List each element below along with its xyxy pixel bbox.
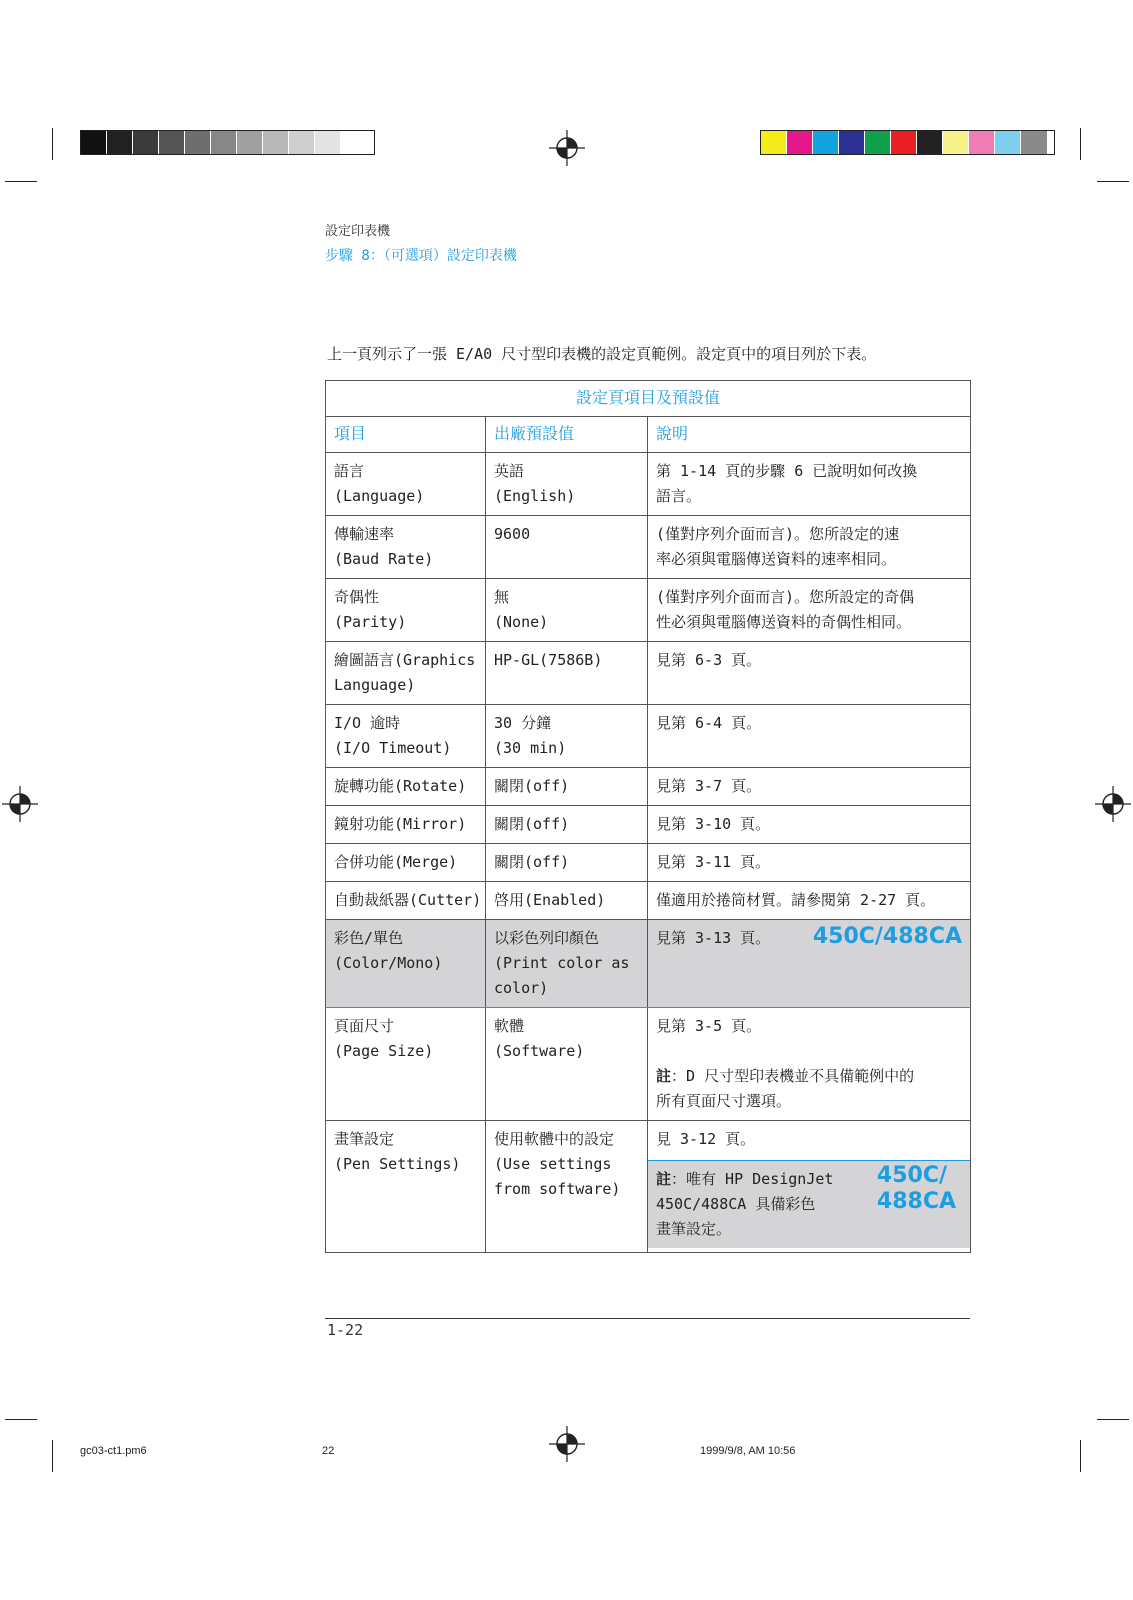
item-cell — [326, 882, 486, 920]
color-swatch — [891, 131, 917, 154]
model-tag: 450C/488CA — [812, 924, 963, 949]
item-cell — [326, 705, 486, 768]
description-cell — [648, 642, 971, 705]
color-swatch — [185, 131, 211, 154]
color-swatch — [813, 131, 839, 154]
model-tag-line: 488CA — [876, 1189, 957, 1214]
default-line: 關閉(off) — [494, 815, 570, 833]
item-line: Language) — [334, 676, 416, 694]
description-cell — [648, 453, 971, 516]
note-label: 註 — [656, 1170, 672, 1188]
default-line: 軟體 — [494, 1017, 525, 1035]
desc-line: 見第 3-7 頁。 — [656, 777, 762, 795]
item-line: 畫筆設定 — [334, 1130, 395, 1148]
description-cell — [648, 705, 971, 768]
spacer — [656, 1039, 964, 1064]
description-cell — [648, 1121, 971, 1253]
item-line: 語言 — [334, 462, 365, 480]
column-header-item: 項目 — [326, 417, 486, 453]
description-cell — [648, 1008, 971, 1121]
desc-line: 語言。 — [656, 487, 702, 505]
table-row — [326, 844, 971, 882]
desc-line: 見第 6-3 頁。 — [656, 651, 762, 669]
registration-target-right-icon — [1095, 786, 1131, 822]
color-swatch — [917, 131, 943, 154]
crop-mark-top-right-vertical — [1080, 128, 1081, 160]
item-cell — [326, 642, 486, 705]
desc-line: 性必須與電腦傳送資料的奇偶性相同。 — [656, 613, 912, 631]
description-cell — [648, 516, 971, 579]
default-cell — [486, 1121, 648, 1253]
note-label: 註 — [656, 1067, 672, 1085]
item-line: (Baud Rate) — [334, 550, 434, 568]
page-number: 1-22 — [327, 1321, 364, 1339]
item-cell — [326, 516, 486, 579]
description-line: 見 3-12 頁。 — [656, 1130, 756, 1148]
color-swatch — [263, 131, 289, 154]
item-line: 頁面尺寸 — [334, 1017, 395, 1035]
item-cell — [326, 1008, 486, 1121]
item-cell — [326, 920, 486, 1008]
note-box — [648, 1160, 970, 1248]
item-cell — [326, 768, 486, 806]
desc-line: 見第 3-11 頁。 — [656, 853, 771, 871]
color-swatch — [81, 131, 107, 154]
column-header-description: 說明 — [648, 417, 971, 453]
item-cell — [326, 1121, 486, 1253]
grayscale-control-strip — [80, 130, 375, 155]
description-cell — [648, 882, 971, 920]
color-swatch — [341, 131, 367, 154]
item-line: (Parity) — [334, 613, 407, 631]
item-cell — [326, 579, 486, 642]
table-row-color-mode — [326, 920, 971, 1008]
crop-mark-bottom-right-vertical — [1080, 1440, 1081, 1472]
color-swatch — [211, 131, 237, 154]
description-line: 見第 3-5 頁。 — [656, 1017, 762, 1035]
color-swatch — [761, 131, 787, 154]
table-row — [326, 806, 971, 844]
item-line: 繪圖語言(Graphics — [334, 651, 476, 669]
default-line: (Use settings — [494, 1155, 612, 1173]
desc-line: 率必須與電腦傳送資料的速率相同。 — [656, 550, 897, 568]
note-text: ：唯有 HP DesignJet — [671, 1170, 834, 1188]
model-tag-line: 450C/ — [876, 1163, 948, 1188]
item-line: (Page Size) — [334, 1042, 434, 1060]
description-cell — [648, 579, 971, 642]
color-swatch — [865, 131, 891, 154]
item-line: (Color/Mono) — [334, 954, 443, 972]
crop-mark-bottom-right-horizontal — [1097, 1419, 1129, 1420]
item-cell — [326, 844, 486, 882]
default-line: (None) — [494, 613, 549, 631]
item-cell — [326, 453, 486, 516]
default-line: 以彩色列印顏色 — [494, 929, 600, 947]
desc-line: 見第 6-4 頁。 — [656, 714, 762, 732]
color-swatch — [159, 131, 185, 154]
default-cell — [486, 516, 648, 579]
default-cell — [486, 768, 648, 806]
default-cell — [486, 705, 648, 768]
color-swatch — [943, 131, 969, 154]
settings-table — [325, 380, 971, 1253]
default-line: 無 — [494, 588, 510, 606]
item-line: 旋轉功能(Rotate) — [334, 777, 467, 795]
crop-mark-top-left-horizontal — [5, 181, 37, 182]
intro-paragraph: 上一頁列示了一張 E/A0 尺寸型印表機的設定頁範例。設定頁中的項目列於下表。 — [327, 345, 877, 363]
default-line: (Software) — [494, 1042, 585, 1060]
slug-filename: gc03-ct1.pm6 — [80, 1445, 147, 1457]
running-head: 設定印表機 — [325, 224, 391, 239]
footer-rule — [325, 1318, 970, 1319]
color-swatch — [995, 131, 1021, 154]
table-row-pen-settings — [326, 1121, 971, 1253]
item-line: (Language) — [334, 487, 425, 505]
table-row — [326, 642, 971, 705]
desc-line: 第 1-14 頁的步驟 6 已說明如何改換 — [656, 462, 918, 480]
slug-timestamp: 1999/9/8, AM 10:56 — [700, 1445, 796, 1457]
description-cell — [648, 844, 971, 882]
note-line — [656, 1064, 964, 1089]
description-line: 見第 3-13 頁。 — [656, 929, 771, 947]
desc-line: (僅對序列介面而言)。您所設定的速 — [656, 525, 900, 543]
default-cell — [486, 1008, 648, 1121]
color-control-strip — [760, 130, 1055, 155]
default-line: 30 分鐘 — [494, 714, 552, 732]
color-swatch — [315, 131, 341, 154]
model-tag — [877, 1163, 956, 1215]
color-swatch — [107, 131, 133, 154]
item-line: 傳輸速率 — [334, 525, 395, 543]
step-title: 步驟 8：（可選項）設定印表機 — [325, 248, 517, 264]
default-line: (30 min) — [494, 739, 567, 757]
crop-mark-top-left-vertical — [52, 128, 53, 160]
desc-line: (僅對序列介面而言)。您所設定的奇偶 — [656, 588, 915, 606]
note-line: 所有頁面尺寸選項。 — [656, 1092, 792, 1110]
registration-target-left-icon — [2, 786, 38, 822]
item-line: 彩色/單色 — [334, 929, 404, 947]
table-row — [326, 768, 971, 806]
default-cell — [486, 844, 648, 882]
description-cell — [648, 768, 971, 806]
color-swatch — [237, 131, 263, 154]
default-line: 啓用(Enabled) — [494, 891, 606, 909]
table-row-page-size — [326, 1008, 971, 1121]
default-line: 9600 — [494, 525, 531, 543]
slug-page: 22 — [322, 1445, 335, 1457]
crop-mark-bottom-left-horizontal — [5, 1419, 37, 1420]
item-line: 奇偶性 — [334, 588, 380, 606]
default-line: 關閉(off) — [494, 853, 570, 871]
default-line: (English) — [494, 487, 576, 505]
note-text: ：D 尺寸型印表機並不具備範例中的 — [671, 1067, 915, 1085]
color-swatch — [1021, 131, 1047, 154]
item-line: I/O 逾時 — [334, 714, 401, 732]
item-line: 自動裁紙器(Cutter) — [334, 891, 482, 909]
default-line: 關閉(off) — [494, 777, 570, 795]
desc-line: 見第 3-10 頁。 — [656, 815, 771, 833]
item-line: 鏡射功能(Mirror) — [334, 815, 467, 833]
default-line: from software) — [494, 1180, 621, 1198]
note-line: 畫筆設定。 — [656, 1220, 732, 1238]
default-line: 英語 — [494, 462, 525, 480]
note-line: 450C/488CA 具備彩色 — [656, 1195, 816, 1213]
color-swatch — [839, 131, 865, 154]
desc-line: 僅適用於捲筒材質。請參閱第 2-27 頁。 — [656, 891, 936, 909]
description-cell — [648, 806, 971, 844]
default-cell — [486, 642, 648, 705]
registration-target-bottom-icon — [549, 1426, 585, 1462]
crop-mark-top-right-horizontal — [1097, 181, 1129, 182]
table-row — [326, 705, 971, 768]
default-cell — [486, 920, 648, 1008]
default-cell — [486, 579, 648, 642]
table-caption: 設定頁項目及預設值 — [326, 381, 971, 417]
table-row — [326, 516, 971, 579]
registration-target-top-icon — [549, 130, 585, 166]
color-swatch — [133, 131, 159, 154]
table-row — [326, 882, 971, 920]
item-line: (Pen Settings) — [334, 1155, 461, 1173]
color-swatch — [787, 131, 813, 154]
item-line: (I/O Timeout) — [334, 739, 452, 757]
table-row — [326, 453, 971, 516]
column-header-default: 出廠預設值 — [486, 417, 648, 453]
crop-mark-bottom-left-vertical — [52, 1440, 53, 1472]
item-line: 合併功能(Merge) — [334, 853, 458, 871]
default-line: 使用軟體中的設定 — [494, 1130, 615, 1148]
default-cell — [486, 882, 648, 920]
default-cell — [486, 806, 648, 844]
color-swatch — [969, 131, 995, 154]
table-row — [326, 579, 971, 642]
default-line: color) — [494, 979, 549, 997]
default-line: HP-GL(7586B) — [494, 651, 603, 669]
description-cell — [648, 920, 971, 1008]
default-cell — [486, 453, 648, 516]
color-swatch — [289, 131, 315, 154]
item-cell — [326, 806, 486, 844]
default-line: (Print color as — [494, 954, 630, 972]
